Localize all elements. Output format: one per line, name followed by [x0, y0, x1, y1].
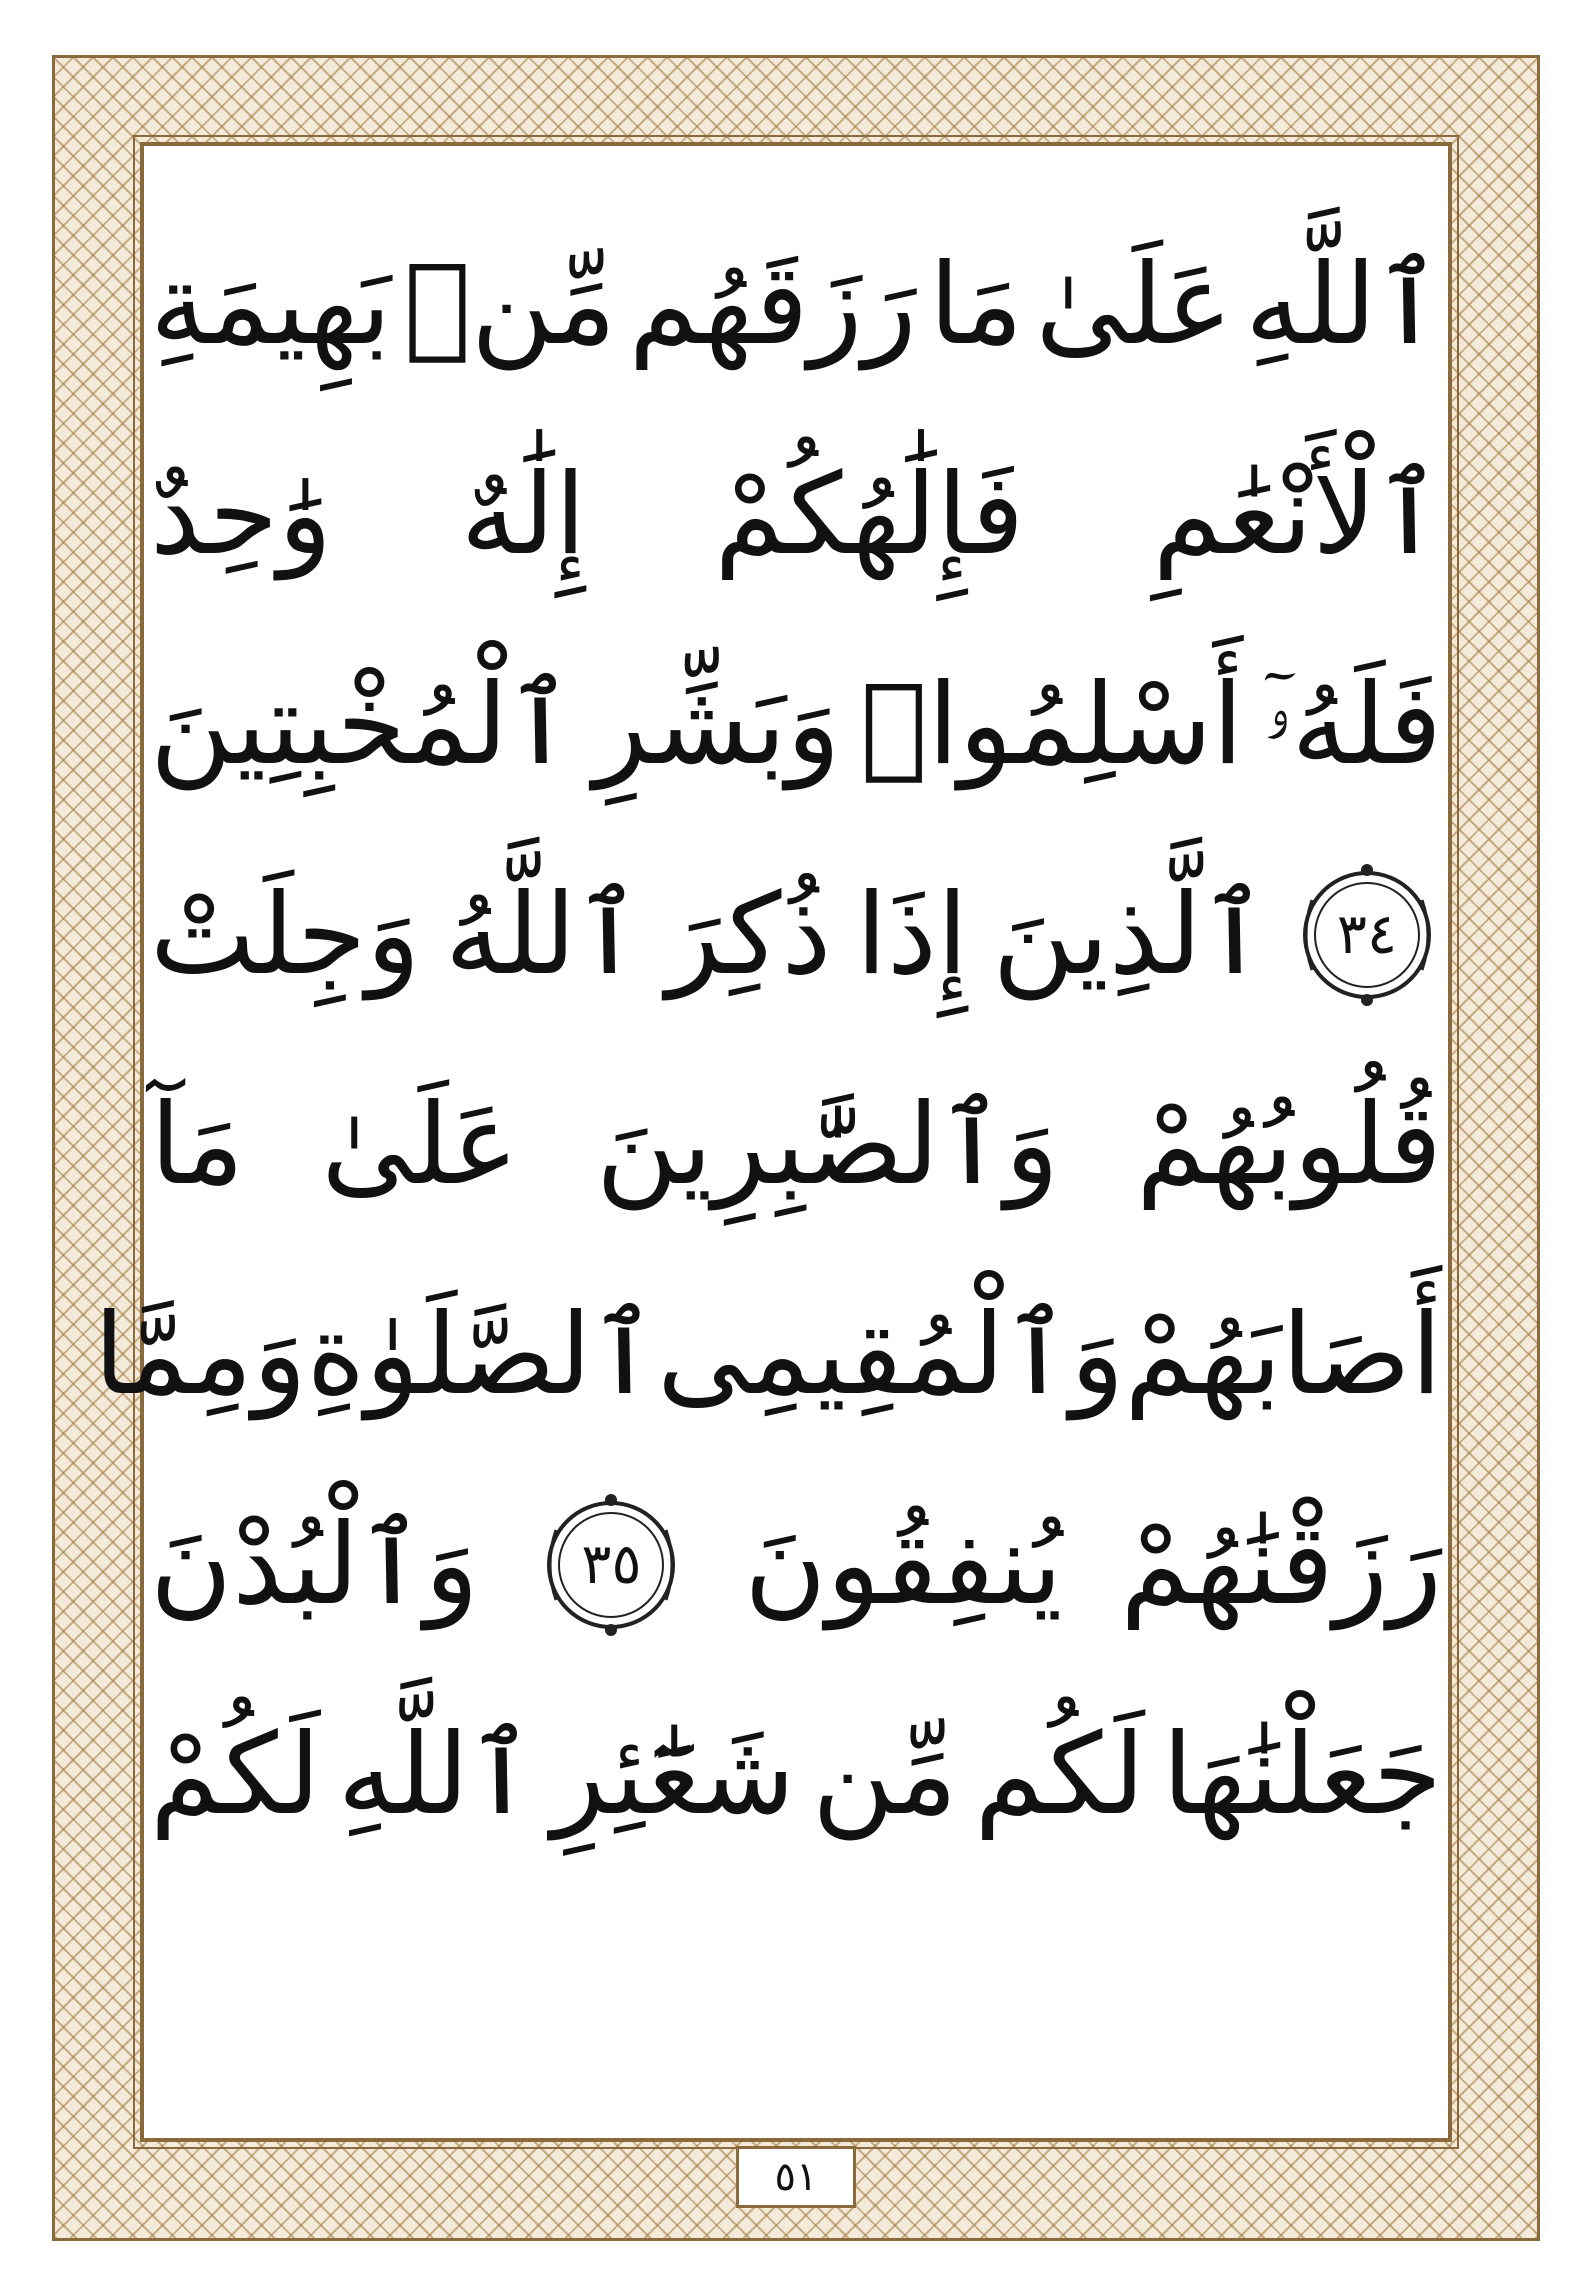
word: وَبَشِّرِ	[593, 660, 841, 790]
word: جَعَلْنَٰهَا	[1162, 1710, 1442, 1840]
word: أَسْلِمُوا۟	[860, 660, 1244, 790]
text-line-5	[150, 1040, 1442, 1250]
ayah-number: ٣٤	[1336, 902, 1398, 967]
ayah-end-marker	[1292, 860, 1442, 1010]
word: يُنفِقُونَ	[744, 1500, 1063, 1630]
word: لَكُمْ	[150, 1710, 321, 1840]
ayah-end-marker	[536, 1490, 686, 1640]
word: أَصَابَهُمْ	[1124, 1290, 1442, 1420]
word: ٱلَّذِينَ	[992, 870, 1268, 1000]
word: وَٱلْمُقِيمِى	[657, 1290, 1125, 1420]
page-number: ٥١	[774, 2154, 818, 2200]
word: مَآ	[150, 1080, 245, 1210]
page-number-box	[736, 2146, 856, 2208]
quran-text	[93, 200, 1442, 2100]
word: ٱلْأَنْعَٰمِ	[1152, 450, 1442, 580]
word: إِلَٰهٌ	[460, 450, 586, 580]
text-line-7	[150, 1460, 1442, 1670]
word: وَٱلصَّٰبِرِينَ	[595, 1080, 1059, 1210]
word: فَإِلَٰهُكُمْ	[714, 450, 1025, 580]
word: فَلَهُۥٓ	[1263, 660, 1442, 790]
text-line-3	[150, 620, 1442, 830]
word: ٱللَّهِ	[1245, 240, 1442, 370]
word: وَمِمَّا	[93, 1290, 307, 1420]
word: ٱلْمُخْبِتِينَ	[150, 660, 574, 790]
text-line-4	[150, 830, 1442, 1040]
word: مَا	[928, 240, 1024, 370]
word: رَزَقَهُم	[628, 240, 917, 370]
word: إِذَا	[855, 870, 968, 1000]
word: وَٰحِدٌ	[150, 450, 333, 580]
word: قُلُوبُهُمْ	[1136, 1080, 1442, 1210]
word: وَٱلْبُدْنَ	[150, 1500, 479, 1630]
word: رَزَقْنَٰهُمْ	[1120, 1500, 1442, 1630]
text-line-6	[93, 1250, 1442, 1460]
word: ٱللَّهِ	[337, 1710, 535, 1840]
text-line-1	[150, 200, 1442, 410]
word: بَهِيمَةِ	[150, 240, 392, 370]
word: ٱلصَّلَوٰةِ	[306, 1290, 658, 1420]
word: مِّن	[812, 1710, 958, 1840]
word: مِّنۢ	[403, 240, 617, 370]
ayah-number: ٣٥	[581, 1532, 642, 1597]
word: وَجِلَتْ	[150, 870, 421, 1000]
word: عَلَىٰ	[1035, 240, 1233, 370]
text-line-2	[150, 410, 1442, 620]
text-line-8	[150, 1670, 1442, 1880]
word: ٱللَّهُ	[444, 870, 642, 1000]
word: لَكُم	[974, 1710, 1146, 1840]
word: شَعَٰٓئِرِ	[551, 1710, 796, 1840]
word: عَلَىٰ	[321, 1080, 519, 1210]
word: ذُكِرَ	[666, 870, 832, 1000]
